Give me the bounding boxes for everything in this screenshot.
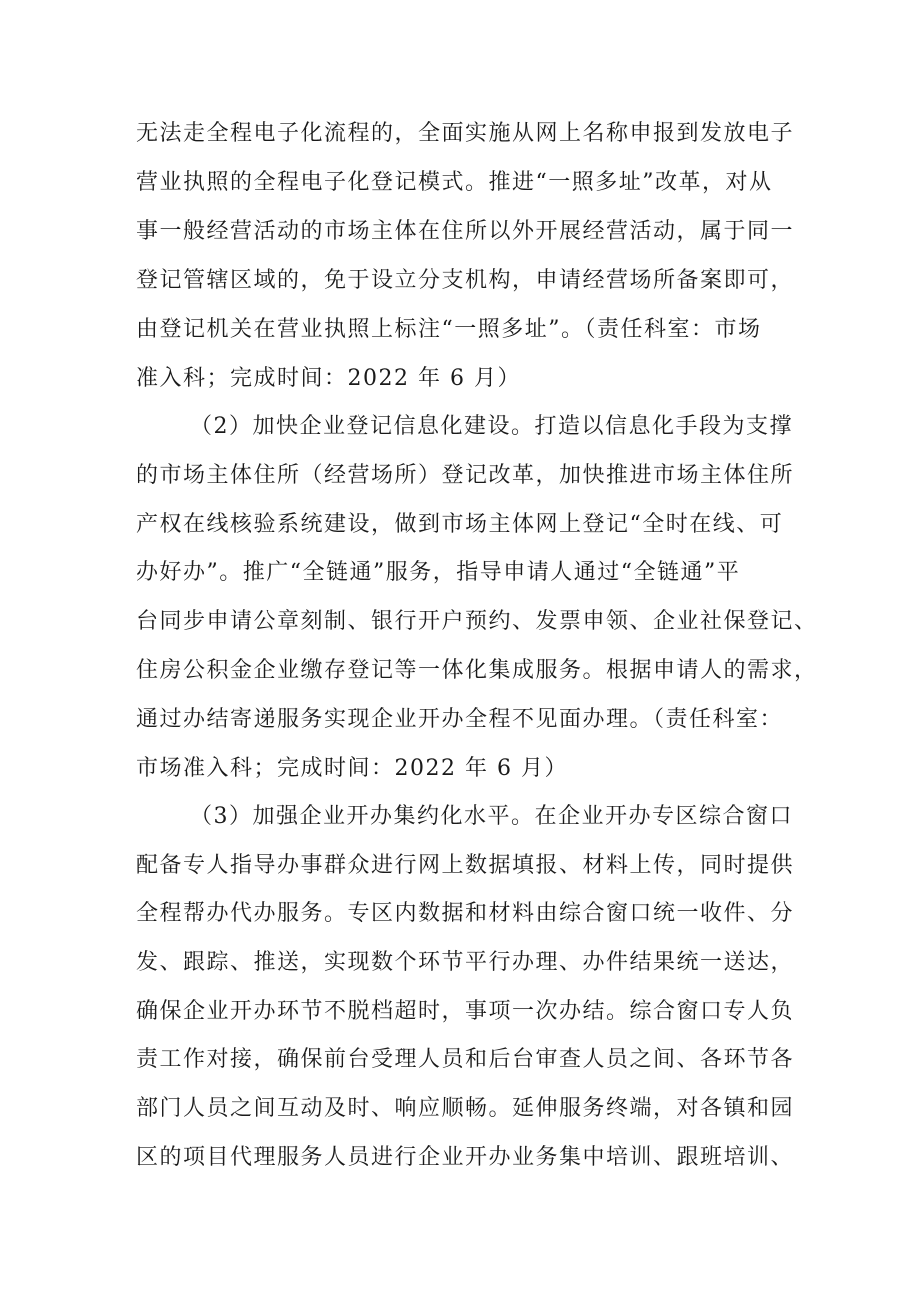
text-line: 配备专人指导办事群众进行网上数据填报、材料上传，同时提供 bbox=[136, 853, 795, 878]
text-line: 产权在线核验系统建设，做到市场主体网上登记“全时在线、可 bbox=[136, 512, 784, 537]
text-line: 登记管辖区域的，免于设立分支机构，申请经营场所备案即可， bbox=[136, 268, 795, 293]
text-line: 住房公积金企业缴存登记等一体化集成服务。根据申请人的需求， bbox=[136, 658, 818, 683]
text-line: 确保企业开办环节不脱档超时，事项一次办结。综合窗口专人负 bbox=[136, 999, 795, 1024]
text-line: 的市场主体住所（经营场所）登记改革，加快推进市场主体住所 bbox=[136, 463, 795, 488]
text-line: 市场准入科；完成时间：2022 年 6 月） bbox=[136, 756, 568, 781]
text-line: 事一般经营活动的市场主体在住所以外开展经营活动，属于同一 bbox=[136, 219, 795, 244]
text-line: 部门人员之间互动及时、响应顺畅。延伸服务终端，对各镇和园 bbox=[136, 1096, 795, 1121]
text-line: 准入科；完成时间：2022 年 6 月） bbox=[136, 366, 521, 391]
text-line: 由登记机关在营业执照上标注“一照多址”。（责任科室：市场 bbox=[136, 317, 762, 342]
text-line: 台同步申请公章刻制、银行开户预约、发票申领、企业社保登记、 bbox=[136, 609, 818, 634]
text-line: 办好办”。推广“全链通”服务，指导申请人通过“全链通”平 bbox=[136, 560, 741, 585]
text-line: 营业执照的全程电子化登记模式。推进“一照多址”改革，对从 bbox=[136, 170, 773, 195]
text-line: 全程帮办代办服务。专区内数据和材料由综合窗口统一收件、分 bbox=[136, 901, 795, 926]
text-line: 发、跟踪、推送，实现数个环节平行办理、办件结果统一送达， bbox=[136, 950, 795, 975]
text-line: 区的项目代理服务人员进行企业开办业务集中培训、跟班培训、 bbox=[136, 1145, 795, 1170]
text-line: 责工作对接，确保前台受理人员和后台审查人员之间、各环节各 bbox=[136, 1047, 795, 1072]
paragraph-start-line: （2）加快企业登记信息化建设。打造以信息化手段为支撑 bbox=[190, 414, 793, 439]
text-line: 无法走全程电子化流程的，全面实施从网上名称申报到发放电子 bbox=[136, 121, 795, 146]
paragraph-start-line: （3）加强企业开办集约化水平。在企业开办专区综合窗口 bbox=[190, 804, 793, 829]
text-line: 通过办结寄递服务实现企业开办全程不见面办理。（责任科室： bbox=[136, 707, 784, 732]
